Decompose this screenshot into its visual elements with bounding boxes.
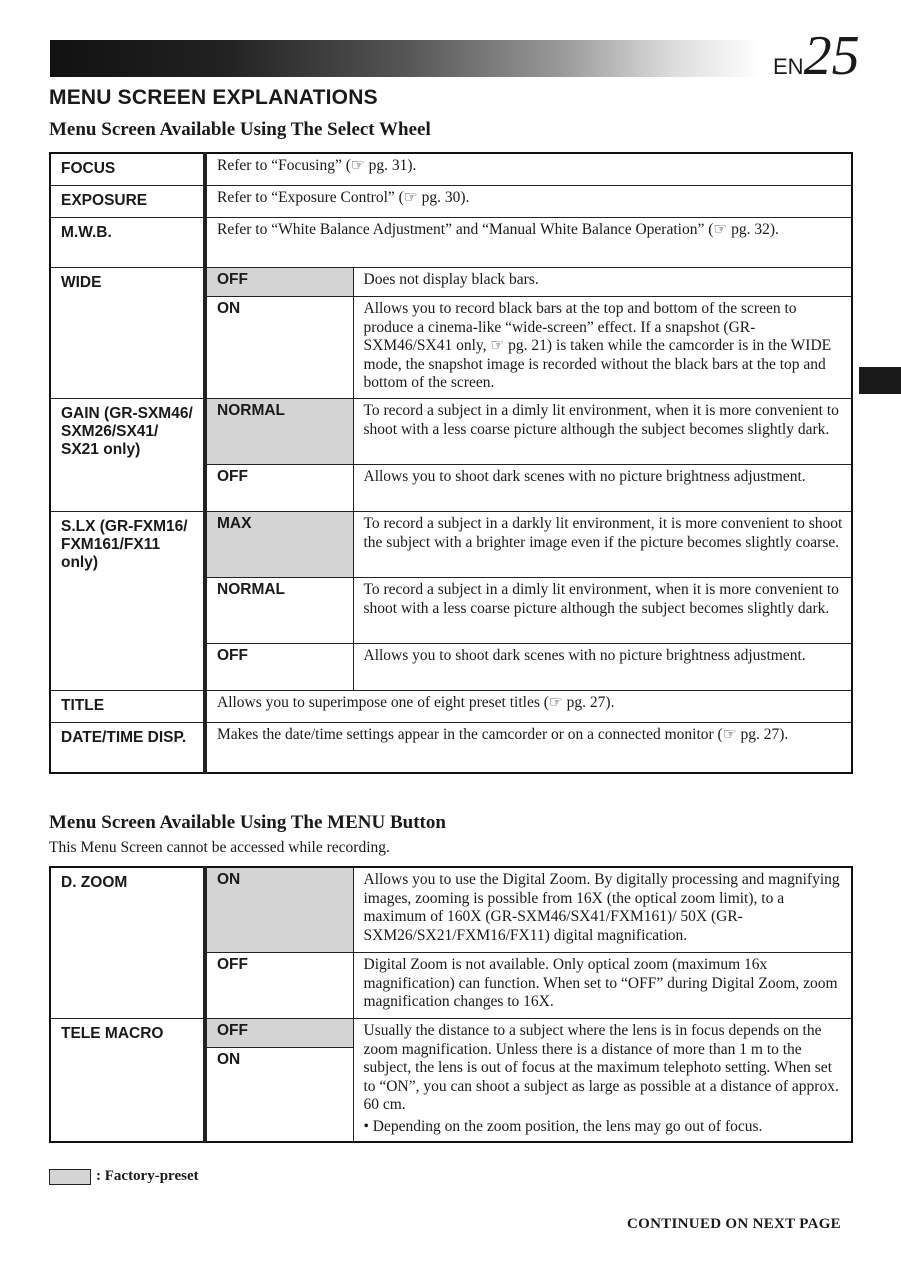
menu-item-desc: Refer to “Exposure Control” (☞ pg. 30). — [205, 186, 852, 218]
menu-item-name: WIDE — [50, 268, 205, 399]
page-title: MENU SCREEN EXPLANATIONS — [49, 86, 378, 109]
menu-item-name: M.W.B. — [50, 218, 205, 268]
option-desc: Does not display black bars. — [353, 268, 852, 297]
lang-label: EN — [773, 54, 804, 79]
page-number-value: 25 — [803, 25, 860, 87]
option-desc: To record a subject in a dimly lit environment, when it is more convenient to shoot with a less coarse picture although the subject becomes slightly dark. — [353, 578, 852, 644]
option-label: ON — [205, 867, 353, 953]
option-desc: Digital Zoom is not available. Only optical zoom (maximum 16x magnification) can function. When set to “OFF” during Digital Zoom, zoom magnification changes to 16X. — [353, 953, 852, 1019]
continued-label: CONTINUED ON NEXT PAGE — [627, 1216, 841, 1232]
factory-preset-legend: : Factory-preset — [96, 1168, 199, 1184]
header-bar — [50, 40, 760, 77]
option-label: OFF — [205, 268, 353, 297]
table-row — [50, 723, 852, 774]
table-row — [50, 218, 852, 268]
menu-item-name: TELE MACRO — [50, 1019, 205, 1143]
option-label: MAX — [205, 512, 353, 578]
menu-item-name: TITLE — [50, 691, 205, 723]
option-label: NORMAL — [205, 399, 353, 465]
telemacro-desc: Usually the distance to a subject where the lens is in focus depends on the zoom magnification. Unless there is a distance of more than 1 m to the subject, the lens is out of focus at the maximum telephoto setting. When set to “ON”, you can shoot a subject as large as possible at a distance of approx. 60 cm. — [363, 1022, 839, 1113]
option-desc: Allows you to shoot dark scenes with no picture brightness adjustment. — [353, 644, 852, 691]
option-label: OFF — [205, 953, 353, 1019]
menu-item-name: GAIN (GR-SXM46/ SXM26/SX41/ SX21 only) — [50, 399, 205, 512]
menu-item-desc: Makes the date/time settings appear in the camcorder or on a connected monitor (☞ pg. 27). — [205, 723, 852, 774]
section2-title: Menu Screen Available Using The MENU Button — [49, 812, 446, 833]
select-wheel-menu-table — [49, 152, 853, 774]
menu-item-name: S.LX (GR-FXM16/ FXM161/FX11 only) — [50, 512, 205, 691]
telemacro-bullet: • Depending on the zoom position, the lens may go out of focus. — [363, 1117, 763, 1135]
table-row — [50, 268, 852, 297]
menu-item-name: EXPOSURE — [50, 186, 205, 218]
table-row — [50, 512, 852, 578]
menu-item-desc: Refer to “White Balance Adjustment” and “Manual White Balance Operation” (☞ pg. 32). — [205, 218, 852, 268]
option-label: ON — [205, 1048, 353, 1143]
table-row — [50, 186, 852, 218]
table-row — [50, 153, 852, 186]
section1-title: Menu Screen Available Using The Select Wheel — [49, 119, 431, 140]
option-label: NORMAL — [205, 578, 353, 644]
section2-note: This Menu Screen cannot be accessed while recording. — [49, 839, 390, 856]
option-desc: To record a subject in a darkly lit environment, it is more convenient to shoot the subject with a brighter image even if the picture becomes slightly coarse. — [353, 512, 852, 578]
option-desc: Allows you to record black bars at the top and bottom of the screen to produce a cinema-like “wide-screen” effect. If a snapshot (GR-SXM46/SX41 only, ☞ pg. 21) is taken while the camcorder is in the WIDE mode, the snapshot image is recorded without the black bars at the top and bottom of the screen. — [353, 297, 852, 399]
option-desc: To record a subject in a dimly lit environment, when it is more convenient to shoot with a less coarse picture although the subject becomes slightly dark. — [353, 399, 852, 465]
table-row — [50, 691, 852, 723]
page-number — [773, 25, 860, 88]
side-tab — [859, 367, 901, 394]
menu-button-menu-table — [49, 866, 853, 1143]
menu-item-desc: Allows you to superimpose one of eight preset titles (☞ pg. 27). — [205, 691, 852, 723]
option-label: OFF — [205, 644, 353, 691]
option-desc: Allows you to use the Digital Zoom. By digitally processing and magnifying images, zooming is possible from 16X (the optical zoom limit), to a maximum of 160X (GR-SXM46/SX41/FXM161)/ 50X (GR-SXM26/SX21/FXM16/FX11) digital magnification. — [353, 867, 852, 953]
table-row — [50, 1019, 852, 1048]
menu-item-name: D. ZOOM — [50, 867, 205, 1019]
option-label: OFF — [205, 1019, 353, 1048]
menu-item-name: DATE/TIME DISP. — [50, 723, 205, 774]
table-row — [50, 399, 852, 465]
menu-item-desc: Refer to “Focusing” (☞ pg. 31). — [205, 153, 852, 186]
option-desc — [353, 1019, 852, 1143]
menu-item-name: FOCUS — [50, 153, 205, 186]
table-row — [50, 867, 852, 953]
option-desc: Allows you to shoot dark scenes with no picture brightness adjustment. — [353, 465, 852, 512]
factory-preset-swatch — [49, 1169, 91, 1185]
option-label: OFF — [205, 465, 353, 512]
option-label: ON — [205, 297, 353, 399]
